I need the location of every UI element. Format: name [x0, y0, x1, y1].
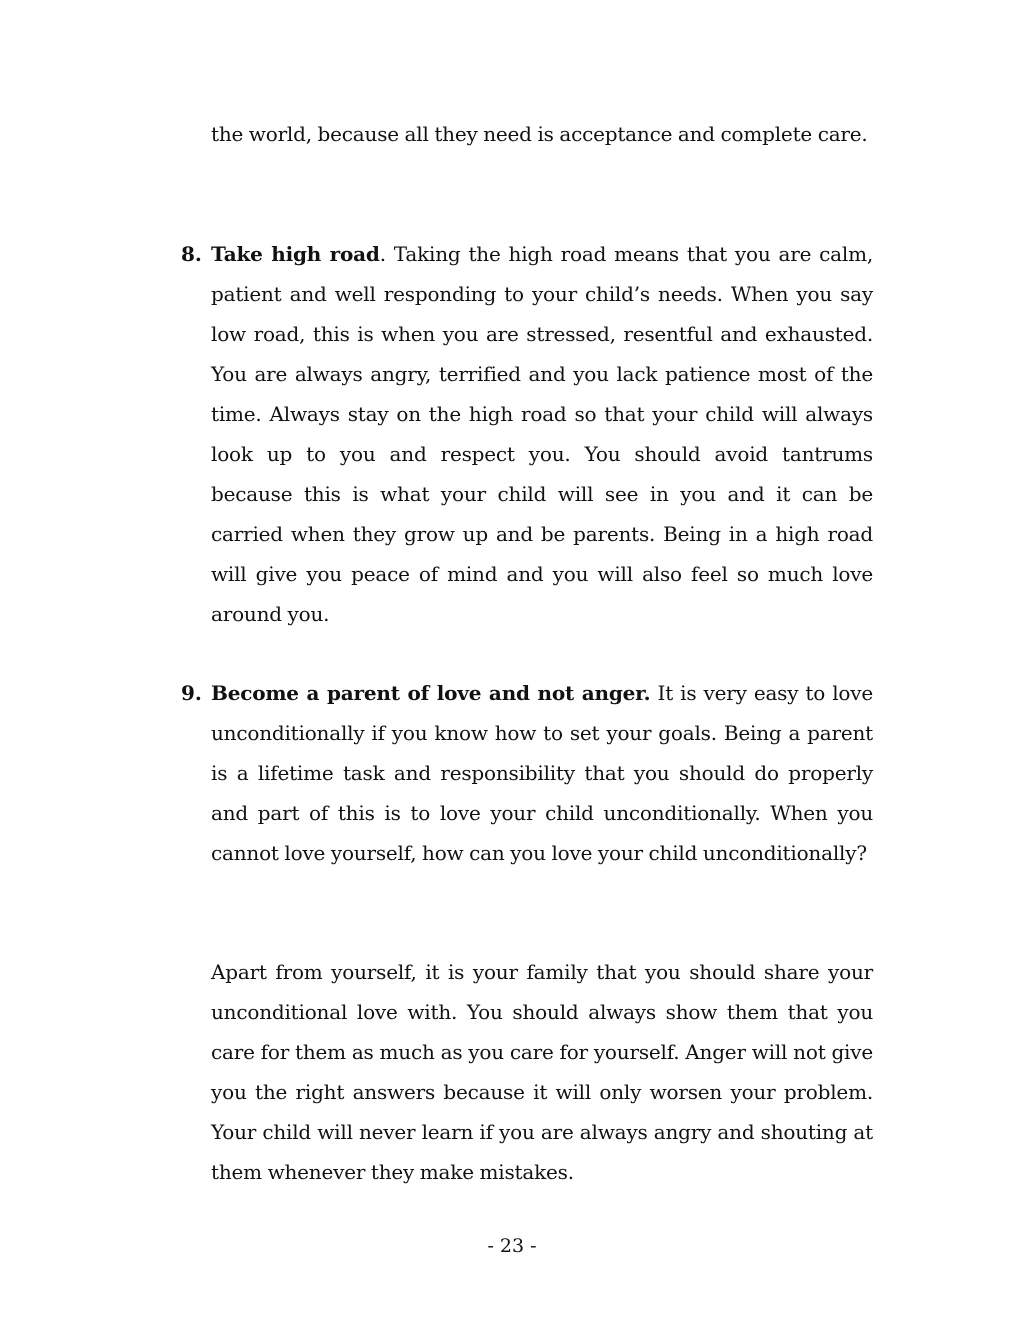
page-number: - 23 - [487, 1235, 537, 1257]
item-8-body: Taking the high road means that you are calm, patient and well responding to your child’s needs. When you say low road, this is when you are stressed, resentful and exhausted. You are always angry, terrified and you lack patience most of the time. Always stay on the high road so that your child will always look up to you and respect you. You should avoid tantrums because this is what your child will see in you and it can be carried when they grow up and be parents. Being in a high road will give you peace of mind and you will also feel so much love around you. [211, 242, 873, 626]
item-8-heading-punct: . [379, 242, 386, 266]
continuation-paragraph: the world, because all they need is acceptance and complete care. [211, 122, 868, 146]
item-9-heading: Become a parent of love and not anger. [211, 681, 651, 705]
item-9-body: It is very easy to love unconditionally if you know how to set your goals. Being a parent is a lifetime task and responsibility that you should do properly and part of this is to love your child unconditionally. When you cannot love yourself, how can you love your child unconditionally? [211, 681, 873, 865]
list-number-9: 9. [181, 681, 202, 705]
item-8-heading: Take high road [211, 242, 380, 266]
list-number-8: 8. [181, 242, 202, 266]
list-item-8 [211, 234, 873, 634]
item-9-extra-paragraph: Apart from yourself, it is your family that you should share your unconditional love with. You should always show them that you care for them as much as you care for yourself. Anger will not give you the right answers because it will only worsen your problem. Your child will never learn if you are always angry and shouting at them whenever they make mistakes. [211, 960, 873, 1184]
list-item-9 [211, 673, 873, 873]
